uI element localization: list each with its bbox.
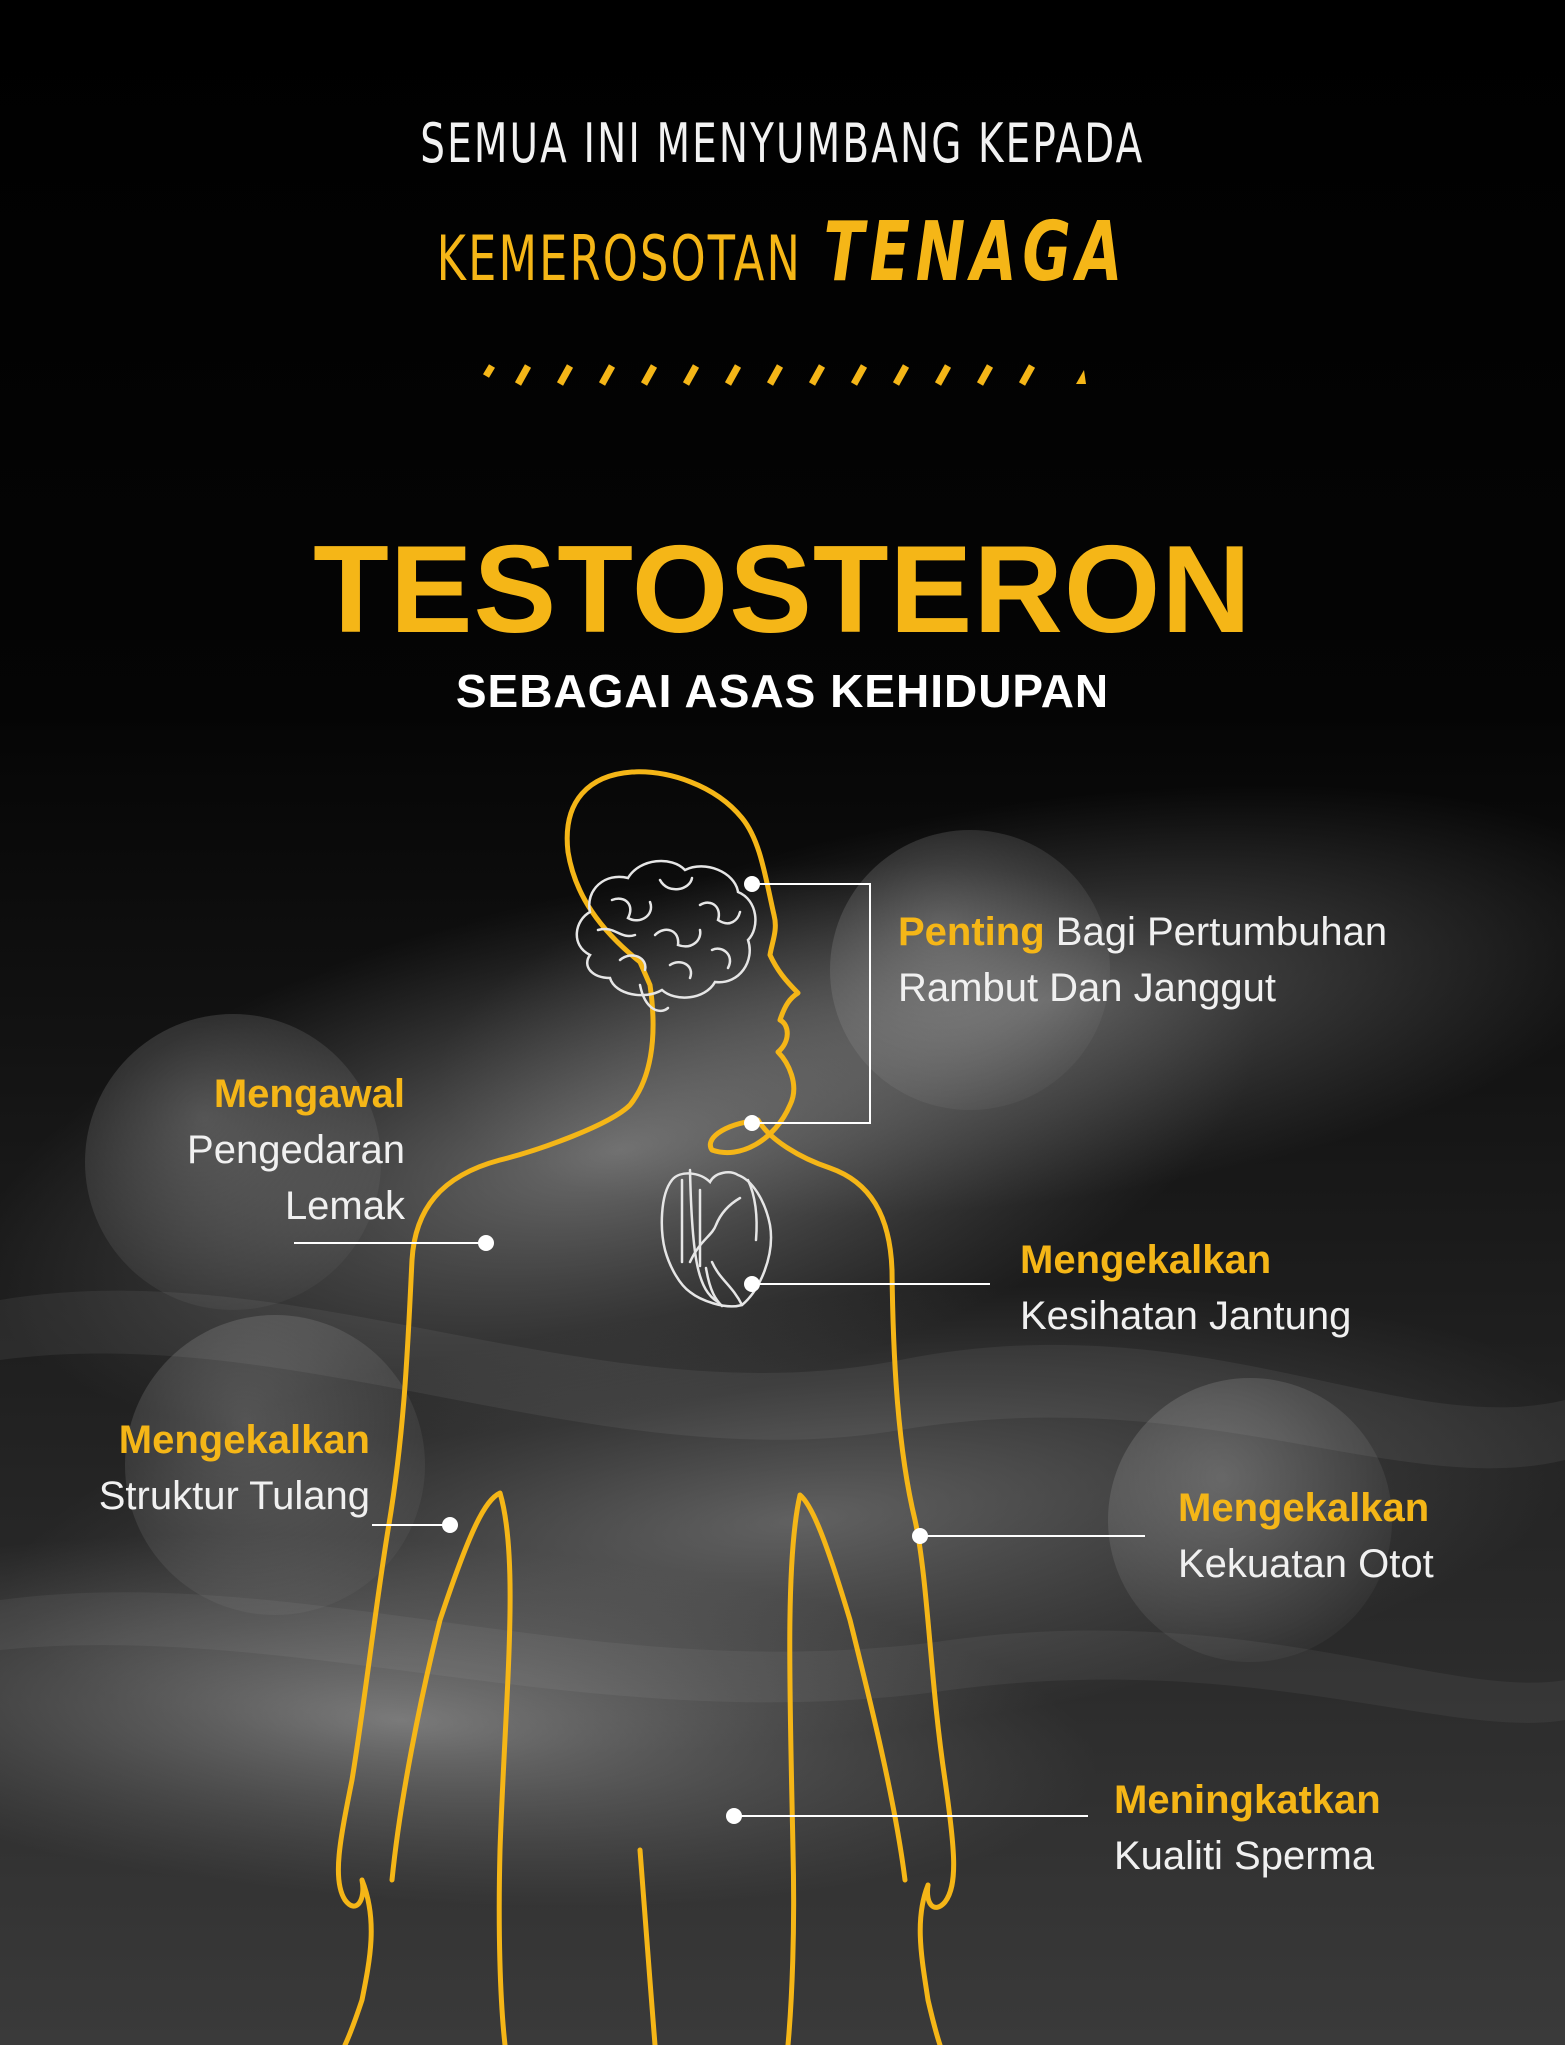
callout-hair-highlight: Penting [898, 910, 1045, 954]
main-title: TESTOSTERON [313, 521, 1252, 659]
callout-hair-line1: Bagi Pertumbuhan [1044, 910, 1388, 954]
connector-dot [912, 1528, 928, 1544]
header-highlight: TENAGA [823, 205, 1129, 300]
callout-fat [100, 1066, 405, 1234]
connector-dot [744, 876, 760, 892]
brain-icon [577, 861, 756, 1011]
callout-bone-highlight: Mengekalkan [118, 1418, 370, 1462]
connector-dot [744, 1276, 760, 1292]
callout-hair-line2: Rambut Dan Janggut [898, 966, 1277, 1010]
callout-sperm-line2: Kualiti Sperma [1114, 1834, 1375, 1878]
callout-muscle [1178, 1480, 1434, 1592]
callout-heart [1020, 1232, 1351, 1344]
callout-muscle-highlight: Mengekalkan [1178, 1486, 1430, 1530]
callout-bone [30, 1412, 370, 1524]
callout-fat-line3: Lemak [284, 1184, 405, 1228]
connector-dot [442, 1517, 458, 1533]
callout-heart-line2: Kesihatan Jantung [1020, 1294, 1352, 1338]
connector-dot [478, 1235, 494, 1251]
connector-dot [744, 1115, 760, 1131]
callout-fat-line2: Pengedaran [187, 1128, 405, 1172]
subtitle: SEBAGAI ASAS KEHIDUPAN [455, 665, 1110, 717]
callout-heart-highlight: Mengekalkan [1020, 1238, 1272, 1282]
header-line-1: SEMUA INI MENYUMBANG KEPADA [420, 112, 1145, 175]
header-prefix: KEMEROSOTAN [436, 222, 803, 295]
callout-muscle-line2: Kekuatan Otot [1178, 1542, 1434, 1586]
callout-sperm-highlight: Meningkatkan [1114, 1778, 1381, 1822]
callout-fat-highlight: Mengawal [213, 1072, 405, 1116]
callout-hair [898, 904, 1387, 1016]
callout-bone-line2: Struktur Tulang [98, 1474, 370, 1518]
connector-dot [726, 1808, 742, 1824]
callout-sperm [1114, 1772, 1381, 1884]
connector-hair [752, 884, 870, 1123]
